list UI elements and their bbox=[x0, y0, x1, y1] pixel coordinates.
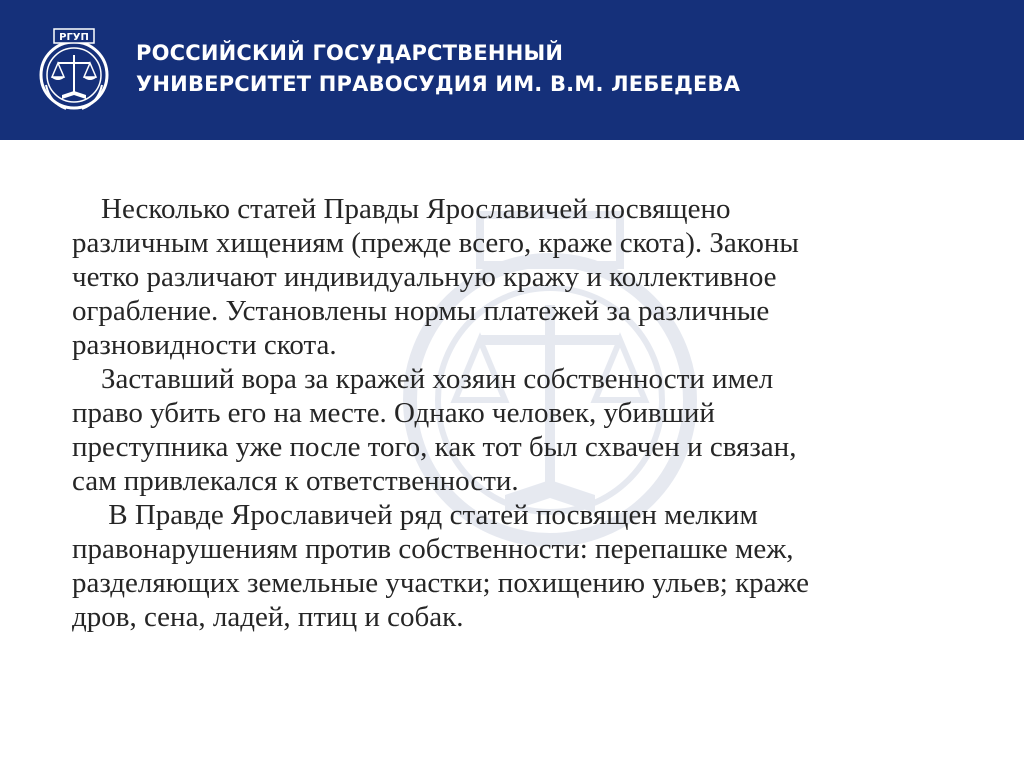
header-banner bbox=[0, 0, 1024, 140]
university-name-line2: УНИВЕРСИТЕТ ПРАВОСУДИЯ ИМ. В.М. ЛЕБЕДЕВА bbox=[136, 72, 741, 96]
logo-text: РГУП bbox=[59, 32, 89, 43]
paragraph-1-line: ограбление. Установлены нормы платежей за различные bbox=[72, 295, 770, 327]
paragraph-1-line: разновидности скота. bbox=[72, 329, 337, 361]
paragraph-1-line: Несколько статей Правды Ярославичей посвящено bbox=[72, 193, 731, 225]
paragraph-1-line: четко различают индивидуальную кражу и коллективное bbox=[72, 261, 777, 293]
university-name bbox=[136, 38, 740, 100]
paragraph-3 bbox=[72, 498, 972, 634]
paragraph-2-line: преступника уже после того, как тот был схвачен и связан, bbox=[72, 431, 797, 463]
paragraph-3-line: правонарушениям против собственности: перепашке меж, bbox=[72, 533, 794, 565]
slide-body-text bbox=[72, 192, 972, 634]
paragraph-3-line: дров, сена, ладей, птиц и собак. bbox=[72, 601, 464, 633]
paragraph-1 bbox=[72, 192, 972, 362]
paragraph-3-line: разделяющих земельные участки; похищению ульев; краже bbox=[72, 567, 810, 599]
paragraph-2-line: сам привлекался к ответственности. bbox=[72, 465, 519, 497]
university-logo-icon bbox=[36, 25, 112, 117]
paragraph-1-line: различным хищениям (прежде всего, краже скота). Законы bbox=[72, 227, 799, 259]
paragraph-3-line: В Правде Ярославичей ряд статей посвящен мелким bbox=[72, 499, 758, 531]
paragraph-2-line: Заставший вора за кражей хозяин собственности имел bbox=[72, 363, 774, 395]
university-name-line1: РОССИЙСКИЙ ГОСУДАРСТВЕННЫЙ bbox=[136, 41, 564, 65]
paragraph-2 bbox=[72, 362, 972, 498]
paragraph-2-line: право убить его на месте. Однако человек, убивший bbox=[72, 397, 715, 429]
